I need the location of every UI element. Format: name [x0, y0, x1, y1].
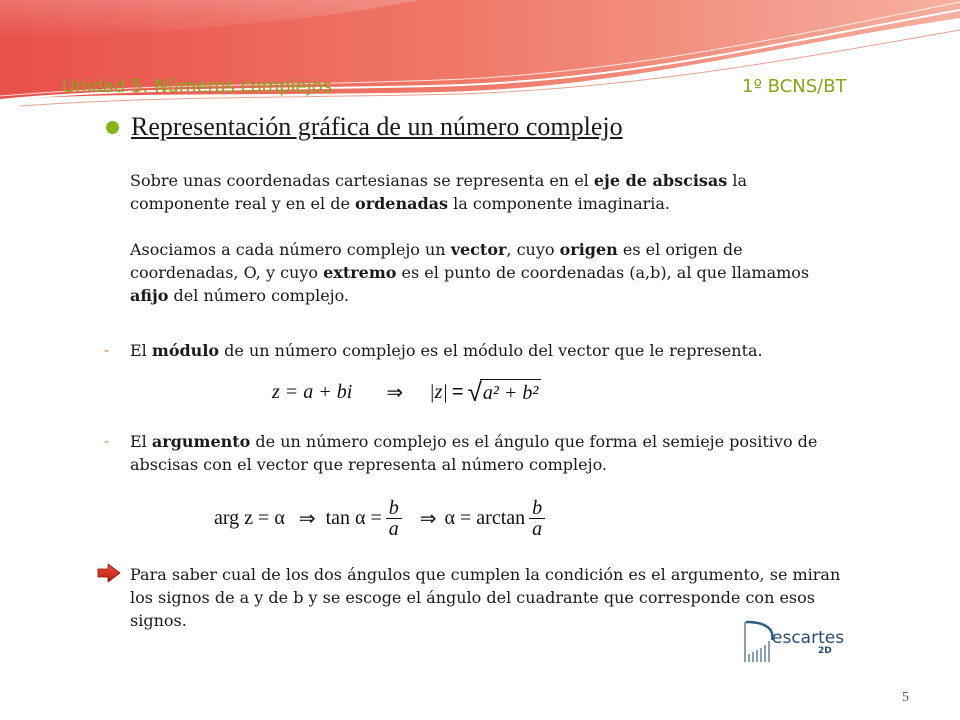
fraction-b-over-a: $\frac{b}{a}$	[529, 498, 545, 539]
sqrt-icon: √	[467, 376, 482, 407]
formula-modulus: z = a + bi ⇒ |z| = √ a² + b²	[272, 372, 541, 412]
bullet-icon	[106, 121, 119, 134]
dash-bullet: -	[104, 434, 110, 450]
paragraph-coordinates: Sobre unas coordenadas cartesianas se representa en el eje de abscisas la componente real y en el de ordenadas la componente imaginaria.	[130, 171, 748, 213]
course-label: 1º BCNS/BT	[742, 76, 847, 97]
formula-argument: arg z = α ⇒ tan α = $\frac{b}{a}$ ⇒ α = arctan $\frac{b}{a}$	[214, 492, 549, 544]
fraction-b-over-a: $\frac{b}{a}$	[386, 498, 402, 539]
descartes-logo: escartes 2D	[742, 620, 852, 666]
paragraph-modulo: El módulo de un número complejo es el módulo del vector que le representa.	[130, 341, 763, 360]
paragraph-argumento: El argumento de un número complejo es el ángulo que forma el semieje positivo de abscisas con el vector que representa al número complejo.	[130, 432, 818, 474]
arrow-right-icon	[96, 563, 122, 583]
slide-title-row	[106, 112, 623, 142]
paragraph-vector: Asociamos a cada número complejo un vector, cuyo origen es el origen de coordenadas, O, y cuyo extremo es el punto de coordenadas (a,b), al que llamamos afijo del número complejo.	[130, 240, 810, 305]
dash-bullet: -	[104, 343, 110, 359]
page-number: 5	[902, 690, 909, 705]
paragraph-note: Para saber cual de los dos ángulos que cumplen la condición es el argumento, se miran los signos de a y de b y se escoge el ángulo del cuadrante que corresponde con esos signos.	[130, 565, 841, 630]
slide-title: Representación gráfica de un número complejo	[131, 112, 623, 141]
unit-title: Unidad 5. Números complejos	[62, 76, 333, 97]
